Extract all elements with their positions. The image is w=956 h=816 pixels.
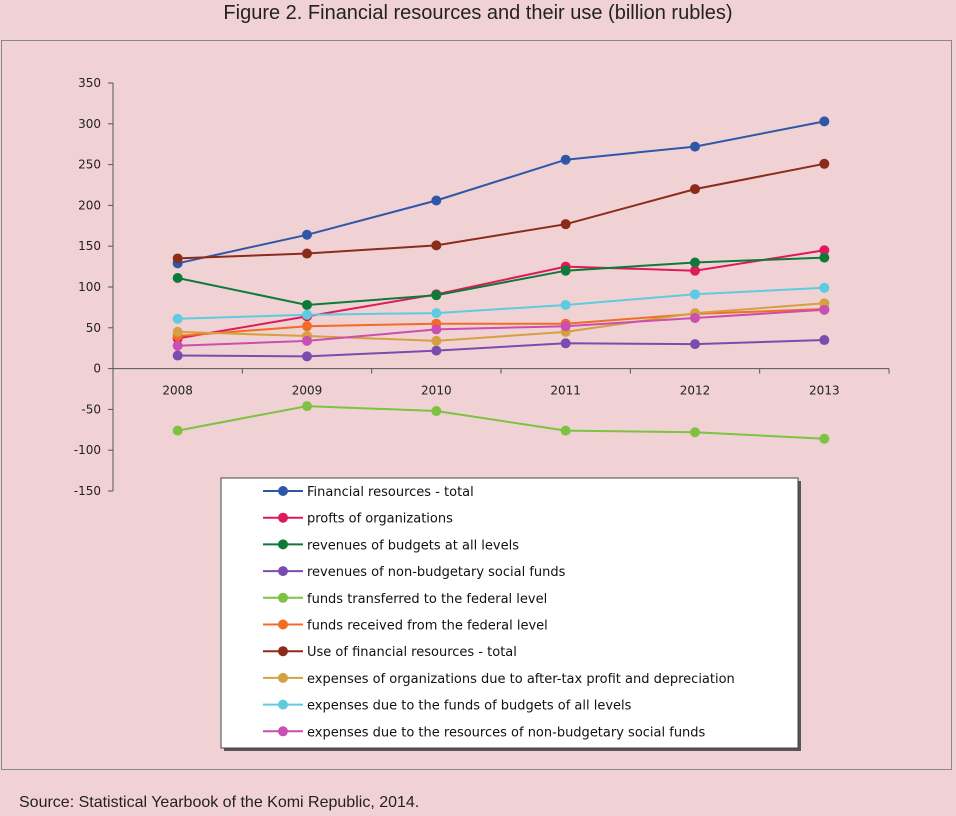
legend-label: revenues of budgets at all levels [307, 538, 519, 554]
legend [221, 478, 801, 751]
y-tick-label: -150 [73, 484, 101, 498]
data-point [561, 266, 571, 276]
series-path [178, 121, 825, 263]
series-line [173, 335, 830, 361]
data-point [431, 406, 441, 416]
legend-marker [278, 673, 288, 683]
data-point [819, 434, 829, 444]
series-line [173, 283, 830, 324]
line-chart [2, 41, 953, 771]
legend-label: Financial resources - total [307, 485, 474, 500]
data-point [302, 300, 312, 310]
legend-entry [263, 699, 632, 714]
y-tick-label: -50 [81, 402, 101, 417]
legend-label: Use of financial resources - total [307, 645, 517, 661]
legend-marker [278, 566, 288, 576]
data-point [690, 258, 700, 268]
legend-marker [278, 486, 288, 496]
data-point [302, 401, 312, 411]
legend-marker [278, 726, 288, 736]
x-tick-label: 2012 [679, 383, 711, 398]
data-point [431, 308, 441, 318]
y-tick-label: -100 [73, 443, 101, 458]
legend-label: expenses of organizations due to after-tax profit and depreciation [307, 671, 735, 687]
data-point [173, 426, 183, 436]
data-point [819, 253, 829, 263]
series-path [178, 406, 825, 439]
x-tick-label: 2013 [809, 383, 840, 398]
legend-label: expenses due to the resources of non-budgetary social funds [307, 725, 706, 741]
series-path [178, 250, 825, 338]
legend-entry [263, 672, 735, 687]
series-lines [173, 116, 830, 443]
data-point [561, 426, 571, 436]
series-line [173, 116, 830, 268]
legend-marker [278, 513, 288, 523]
data-point [431, 240, 441, 250]
legend-label: revenues of non-budgetary social funds [307, 565, 566, 581]
data-point [819, 305, 829, 315]
data-point [561, 155, 571, 165]
legend-label: expenses due to the funds of budgets of all levels [307, 698, 632, 714]
y-tick-label: 150 [78, 239, 101, 254]
data-point [561, 321, 571, 331]
series-line [173, 159, 830, 264]
data-point [819, 116, 829, 126]
figure-title: Figure 2. Financial resources and their use (billion rubles) [223, 2, 733, 24]
legend-marker [278, 620, 288, 630]
data-point [690, 142, 700, 152]
y-tick-label: 200 [78, 198, 101, 213]
data-point [431, 324, 441, 334]
legend-label: profts of organizations [307, 511, 453, 527]
data-point [173, 273, 183, 283]
legend-marker [278, 700, 288, 710]
data-point [431, 346, 441, 356]
data-point [690, 184, 700, 194]
data-point [302, 230, 312, 240]
data-point [819, 159, 829, 169]
data-point [561, 219, 571, 229]
legend-entry [263, 725, 706, 740]
x-tick-label: 2009 [291, 383, 323, 398]
data-point [302, 321, 312, 331]
data-point [302, 336, 312, 346]
legend-entry [263, 565, 566, 580]
source-note: Source: Statistical Yearbook of the Komi Republic, 2014. [19, 794, 420, 811]
x-tick-label: 2011 [550, 383, 581, 398]
data-point [431, 336, 441, 346]
y-tick-label: 350 [78, 76, 101, 90]
series-line [173, 401, 830, 444]
data-point [690, 289, 700, 299]
data-point [173, 351, 183, 361]
chart-frame [1, 40, 952, 770]
x-tick-label: 2010 [421, 383, 452, 398]
x-tick-label: 2008 [162, 383, 193, 398]
y-tick-label: 300 [78, 116, 101, 131]
y-tick-label: 50 [85, 320, 101, 335]
legend-label: funds received from the federal level [307, 618, 548, 634]
y-tick-label: 0 [93, 361, 101, 376]
data-point [431, 290, 441, 300]
data-point [302, 351, 312, 361]
data-point [173, 327, 183, 337]
legend-label: funds transferred to the federal level [307, 591, 548, 607]
data-point [690, 339, 700, 349]
legend-marker [278, 646, 288, 656]
data-point [561, 300, 571, 310]
legend-marker [278, 539, 288, 549]
data-point [690, 313, 700, 323]
data-point [690, 427, 700, 437]
data-point [819, 283, 829, 293]
data-point [561, 338, 571, 348]
data-point [173, 253, 183, 263]
series-path [178, 288, 825, 319]
y-tick-label: 100 [78, 280, 101, 294]
data-point [431, 196, 441, 206]
data-point [173, 341, 183, 351]
data-point [819, 335, 829, 345]
y-tick-label: 250 [78, 157, 101, 172]
legend-marker [278, 593, 288, 603]
data-point [302, 310, 312, 320]
data-point [302, 249, 312, 259]
data-point [173, 314, 183, 324]
series-path [178, 164, 825, 259]
